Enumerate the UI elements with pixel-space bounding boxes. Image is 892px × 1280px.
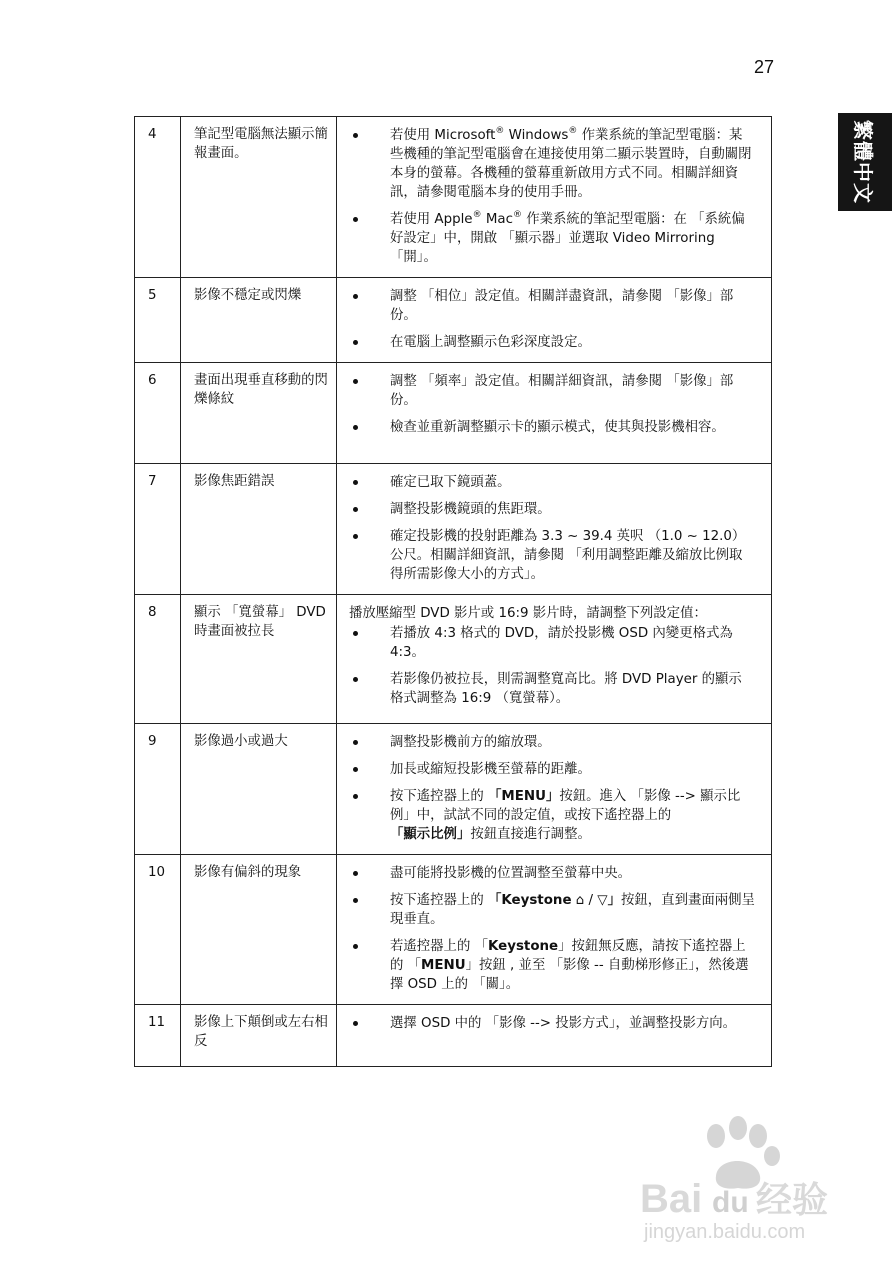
page-number: 27 [754, 57, 775, 77]
list-item: 調整投影機前方的縮放環。 [337, 733, 755, 752]
table-row [135, 855, 772, 1005]
row-number: 7 [135, 464, 181, 595]
problem-text: 影像上下顛倒或左右相反 [181, 1005, 337, 1067]
table-row [135, 278, 772, 363]
list-item: 若影像仍被拉長，則需調整寬高比。將 DVD Player 的顯示格式調整為 16:9 （寬螢幕）。 [337, 670, 755, 708]
problem-text: 影像不穩定或閃爍 [181, 278, 337, 363]
row-number: 9 [135, 724, 181, 855]
language-tab-label: 繁體中文 [851, 120, 876, 204]
paw-logo-icon [707, 1116, 780, 1189]
list-item: 按下遙控器上的 「Keystone ⌂ / ▽」按鈕，直到畫面兩側呈現垂直。 [337, 891, 755, 929]
solution-cell [337, 464, 772, 595]
table-row [135, 117, 772, 278]
solution-cell [337, 1005, 772, 1067]
row-number: 10 [135, 855, 181, 1005]
solution-cell [337, 595, 772, 724]
row-number: 6 [135, 363, 181, 464]
language-tab [838, 113, 892, 211]
solution-cell [337, 117, 772, 278]
list-item: 加長或縮短投影機至螢幕的距離。 [337, 760, 755, 779]
list-item: 調整 「相位」設定值。相關詳盡資訊，請參閱 「影像」部份。 [337, 287, 755, 325]
list-item: 確定已取下鏡頭蓋。 [337, 473, 755, 492]
table-row [135, 363, 772, 464]
watermark-brand-left: Bai [640, 1177, 703, 1221]
problem-text: 筆記型電腦無法顯示簡報畫面。 [181, 117, 337, 278]
watermark-brand-right: 经验 [756, 1180, 829, 1221]
table-row [135, 1005, 772, 1067]
row-number: 8 [135, 595, 181, 724]
list-item: 按下遙控器上的 「MENU」按鈕。進入 「影像 --> 顯示比例」中，試試不同的設定值，或按下遙控器上的 「顯示比例」按鈕直接進行調整。 [337, 787, 755, 844]
row-number: 4 [135, 117, 181, 278]
baidu-watermark [638, 1112, 858, 1247]
list-item: 在電腦上調整顯示色彩深度設定。 [337, 333, 755, 352]
troubleshooting-table [134, 116, 772, 1067]
list-item: 若遙控器上的 「Keystone」按鈕無反應，請按下遙控器上的 「MENU」按鈕 , 並至 「影像 -- 自動梯形修正」，然後選擇 OSD 上的 「關」。 [337, 937, 755, 994]
solution-intro: 播放壓縮型 DVD 影片或 16:9 影片時，請調整下列設定值： [349, 606, 707, 621]
solution-cell [337, 724, 772, 855]
list-item: 檢查並重新調整顯示卡的顯示模式，使其與投影機相容。 [337, 418, 755, 437]
problem-text: 影像焦距錯誤 [181, 464, 337, 595]
list-item: 若使用 Microsoft® Windows® 作業系統的筆記型電腦：某些機種的筆記型電腦會在連接使用第二顯示裝置時，自動關閉本身的螢幕。各機種的螢幕重新啟用方式不同。相關詳細資訊，請參閱電腦本身的使用手冊。 [337, 126, 755, 202]
problem-text: 影像有偏斜的現象 [181, 855, 337, 1005]
row-number: 5 [135, 278, 181, 363]
list-item: 若播放 4:3 格式的 DVD，請於投影機 OSD 內變更格式為 4:3。 [337, 624, 755, 662]
list-item: 若使用 Apple® Mac® 作業系統的筆記型電腦：在 「系統偏好設定」中，開啟 「顯示器」並選取 Video Mirroring 「開」。 [337, 210, 755, 267]
row-number: 11 [135, 1005, 181, 1067]
problem-text: 顯示 「寬螢幕」 DVD 時畫面被拉長 [181, 595, 337, 724]
solution-cell [337, 855, 772, 1005]
list-item: 確定投影機的投射距離為 3.3 ~ 39.4 英呎 （1.0 ~ 12.0）公尺。相關詳細資訊，請參閱 「利用調整距離及縮放比例取得所需影像大小的方式」。 [337, 527, 755, 584]
table-row [135, 595, 772, 724]
table-row [135, 724, 772, 855]
table-row [135, 464, 772, 595]
problem-text: 畫面出現垂直移動的閃爍條紋 [181, 363, 337, 464]
solution-cell [337, 278, 772, 363]
watermark-brand-mid: du [712, 1186, 749, 1219]
problem-text: 影像過小或過大 [181, 724, 337, 855]
list-item: 選擇 OSD 中的 「影像 --> 投影方式」，並調整投影方向。 [337, 1014, 755, 1033]
solution-cell [337, 363, 772, 464]
list-item: 盡可能將投影機的位置調整至螢幕中央。 [337, 864, 755, 883]
list-item: 調整投影機鏡頭的焦距環。 [337, 500, 755, 519]
list-item: 調整 「頻率」設定值。相關詳細資訊，請參閱 「影像」部份。 [337, 372, 755, 410]
keystone-symbol-icon: ⌂ / ▽ [571, 893, 608, 908]
watermark-url: jingyan.baidu.com [644, 1221, 806, 1243]
